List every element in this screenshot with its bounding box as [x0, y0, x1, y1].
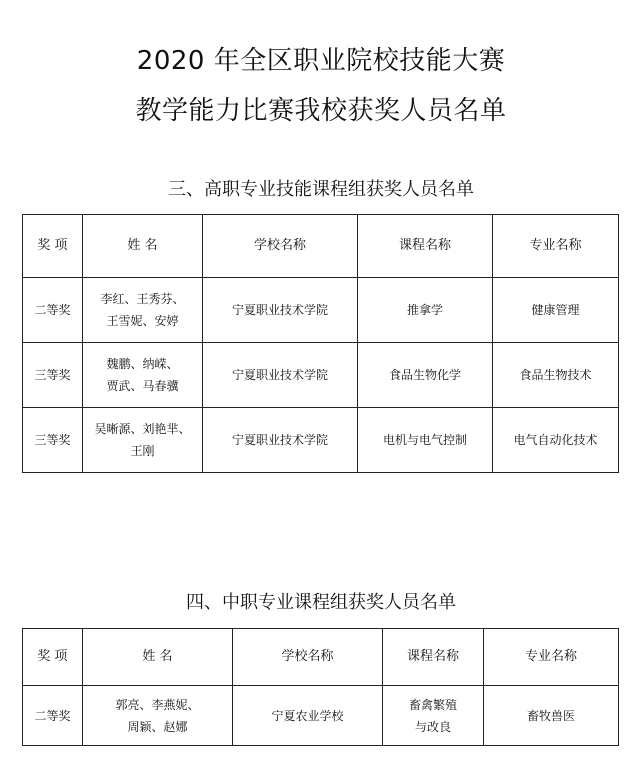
column-header-school: 学校名称 — [203, 215, 358, 278]
school-cell: 宁夏职业技术学院 — [203, 278, 358, 343]
major-cell: 畜牧兽医 — [484, 686, 619, 746]
school-cell: 宁夏职业技术学院 — [203, 343, 358, 408]
award-cell: 二等奖 — [23, 686, 83, 746]
major-cell: 电气自动化技术 — [493, 408, 619, 473]
names-line: 李红、王秀芬、 — [100, 292, 185, 306]
section3-title: 三、高职专业技能课程组获奖人员名单 — [168, 179, 474, 200]
course-cell — [383, 686, 484, 746]
award-cell: 二等奖 — [23, 278, 83, 343]
section3-table — [22, 214, 619, 473]
names-cell — [83, 686, 233, 746]
table-row — [23, 686, 619, 746]
award-cell: 三等奖 — [23, 343, 83, 408]
column-header-course: 课程名称 — [358, 215, 493, 278]
names-line: 吴晰源、刘艳芈、 — [94, 422, 191, 436]
document-title-line1: 2020 年全区职业院校技能大赛 — [136, 46, 506, 76]
column-header-major: 专业名称 — [493, 215, 619, 278]
course-cell: 电机与电气控制 — [358, 408, 493, 473]
table-row — [23, 278, 619, 343]
major-cell: 健康管理 — [493, 278, 619, 343]
names-line: 王雪妮、安婷 — [106, 314, 179, 328]
award-cell: 三等奖 — [23, 408, 83, 473]
table-row — [23, 343, 619, 408]
column-header-award: 奖 项 — [23, 215, 83, 278]
column-header-major: 专业名称 — [484, 629, 619, 686]
table-row — [23, 408, 619, 473]
section4-title: 四、中职专业课程组获奖人员名单 — [186, 592, 456, 613]
course-line: 与改良 — [414, 719, 451, 734]
names-line: 贾武、马春骥 — [106, 379, 179, 393]
column-header-award: 奖 项 — [23, 629, 83, 686]
column-header-name: 姓 名 — [83, 629, 233, 686]
names-cell — [83, 278, 203, 343]
column-header-name: 姓 名 — [83, 215, 203, 278]
names-cell — [83, 343, 203, 408]
school-cell: 宁夏职业技术学院 — [203, 408, 358, 473]
column-header-school: 学校名称 — [233, 629, 383, 686]
course-line: 畜禽繁殖 — [408, 697, 457, 712]
names-cell — [83, 408, 203, 473]
names-line: 郭亮、李燕妮、 — [115, 697, 200, 712]
names-line: 王刚 — [130, 444, 155, 458]
major-cell: 食品生物技术 — [493, 343, 619, 408]
names-line: 周颖、赵娜 — [127, 719, 188, 734]
document-title-line2: 教学能力比赛我校获奖人员名单 — [135, 96, 507, 126]
table-header-row — [23, 629, 619, 686]
column-header-course: 课程名称 — [383, 629, 484, 686]
course-cell: 推拿学 — [358, 278, 493, 343]
table-header-row — [23, 215, 619, 278]
school-cell: 宁夏农业学校 — [233, 686, 383, 746]
section4-table — [22, 628, 619, 746]
course-cell: 食品生物化学 — [358, 343, 493, 408]
names-line: 魏鹏、纳嵘、 — [106, 357, 179, 371]
